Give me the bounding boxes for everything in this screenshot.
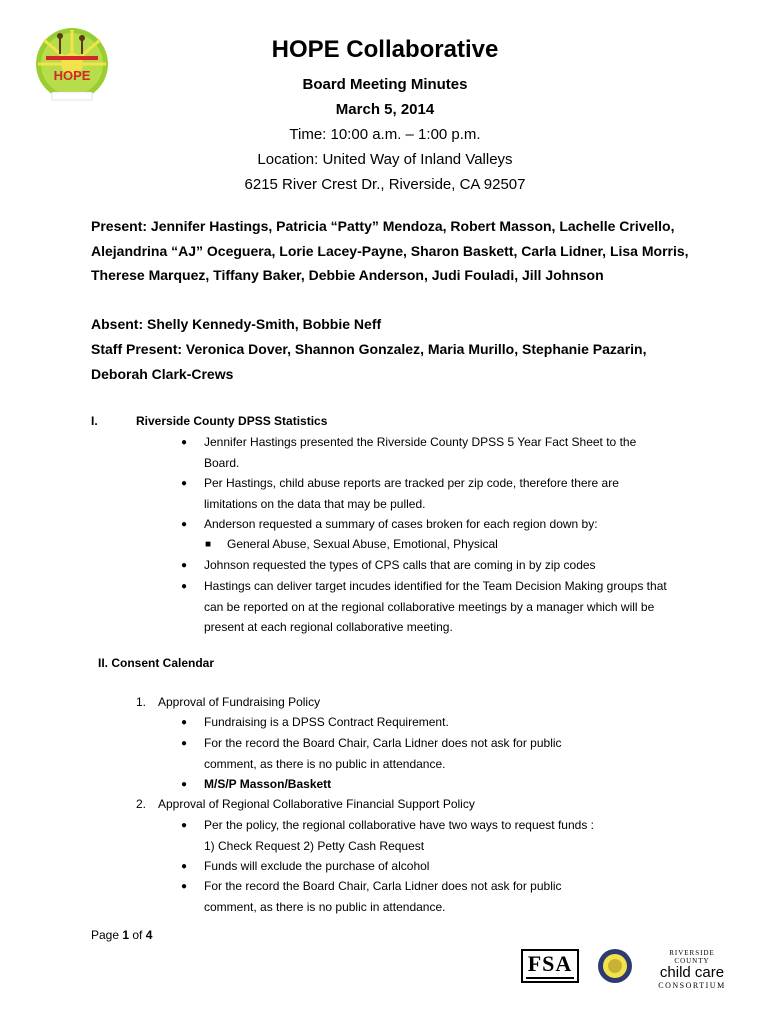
meeting-address: 6215 River Crest Dr., Riverside, CA 92507 [244, 176, 526, 193]
page-current: 1 [122, 928, 130, 942]
meeting-date: March 5, 2014 [335, 101, 435, 118]
motion-record: M/S/P Masson/Baskett [204, 777, 332, 791]
list-item: Per the policy, the regional collaborative have two ways to request funds : 1) Check Request 2) Petty Cash Request [204, 818, 594, 853]
bullet-icon: ● [181, 738, 188, 749]
meeting-location: Location: United Way of Inland Valleys [257, 151, 513, 168]
bullet-icon: ● [181, 779, 188, 790]
present-list: Present: Jennifer Hastings, Patricia “Patty” Mendoza, Robert Masson, Lachelle Crivello, Alejandrina “AJ” Oceguera, Lorie Lacey-Payne, Sharon Baskett, Carla Lidner, Lisa Morris, Therese Marquez, Tiffany Baker, Debbie Anderson, Judi Fouladi, Jill Johnson [91, 218, 689, 283]
bullet-icon: ● [181, 560, 188, 571]
item-2-title: Approval of Regional Collaborative Financial Support Policy [158, 797, 475, 811]
child-care-consortium-logo [652, 949, 732, 990]
page-prefix: Page [91, 928, 123, 942]
bullet-icon: ● [181, 478, 188, 489]
square-bullet-icon: ■ [205, 539, 212, 550]
bullet-icon: ● [181, 881, 188, 892]
bullet-icon: ● [181, 437, 188, 448]
page-title: HOPE Collaborative [271, 36, 499, 63]
list-item: For the record the Board Chair, Carla Lidner does not ask for public comment, as there is no public in attendance. [204, 736, 562, 771]
county-seal-icon [597, 948, 633, 984]
list-item: General Abuse, Sexual Abuse, Emotional, Physical [227, 537, 498, 551]
item-1-number: 1. [136, 695, 147, 709]
list-item: Per Hastings, child abuse reports are tracked per zip code, therefore there are limitations on the data that may be pulled. [204, 476, 619, 511]
consortium-line-2: child care [659, 964, 725, 981]
section-1-title: Riverside County DPSS Statistics [136, 414, 328, 428]
bullet-icon: ● [181, 820, 188, 831]
fsa-logo [521, 949, 579, 983]
section-1-number: I. [91, 414, 98, 428]
list-item: Funds will exclude the purchase of alcohol [204, 859, 430, 873]
list-item: Johnson requested the types of CPS calls that are coming in by zip codes [204, 558, 596, 572]
section-2-title: II. Consent Calendar [98, 656, 215, 670]
page-total: 4 [145, 928, 153, 942]
bullet-icon: ● [181, 581, 188, 592]
bullet-icon: ● [181, 861, 188, 872]
list-item: Anderson requested a summary of cases broken for each region down by: [204, 517, 598, 531]
absent-list: Absent: Shelly Kennedy-Smith, Bobbie Neff [91, 316, 382, 332]
list-item: For the record the Board Chair, Carla Lidner does not ask for public comment, as there is no public in attendance. [204, 879, 562, 914]
list-item: Hastings can deliver target incudes identified for the Team Decision Making groups that can be reported on at the regional collaborative meetings by a manager which will be present at each regional collaborative meeting. [204, 579, 667, 634]
consortium-line-3: CONSORTIUM [658, 981, 726, 990]
item-2-number: 2. [136, 797, 147, 811]
list-item: Jennifer Hastings presented the Riverside County DPSS 5 Year Fact Sheet to the Board. [204, 435, 637, 470]
bullet-icon: ● [181, 717, 188, 728]
page-number [91, 928, 152, 942]
fsa-logo-text: FSA [527, 951, 573, 976]
hope-logo-text: HOPE [53, 68, 91, 83]
page-of: of [129, 928, 146, 942]
meeting-time: Time: 10:00 a.m. – 1:00 p.m. [289, 126, 481, 143]
bullet-icon: ● [181, 519, 188, 530]
consortium-line-1: RIVERSIDE COUNTY [669, 949, 715, 965]
list-item: Fundraising is a DPSS Contract Requirement. [204, 715, 449, 729]
staff-present-list: Staff Present: Veronica Dover, Shannon Gonzalez, Maria Murillo, Stephanie Pazarin, Deborah Clark-Crews [91, 341, 647, 382]
subtitle: Board Meeting Minutes [302, 76, 468, 93]
item-1-title: Approval of Fundraising Policy [158, 695, 321, 709]
